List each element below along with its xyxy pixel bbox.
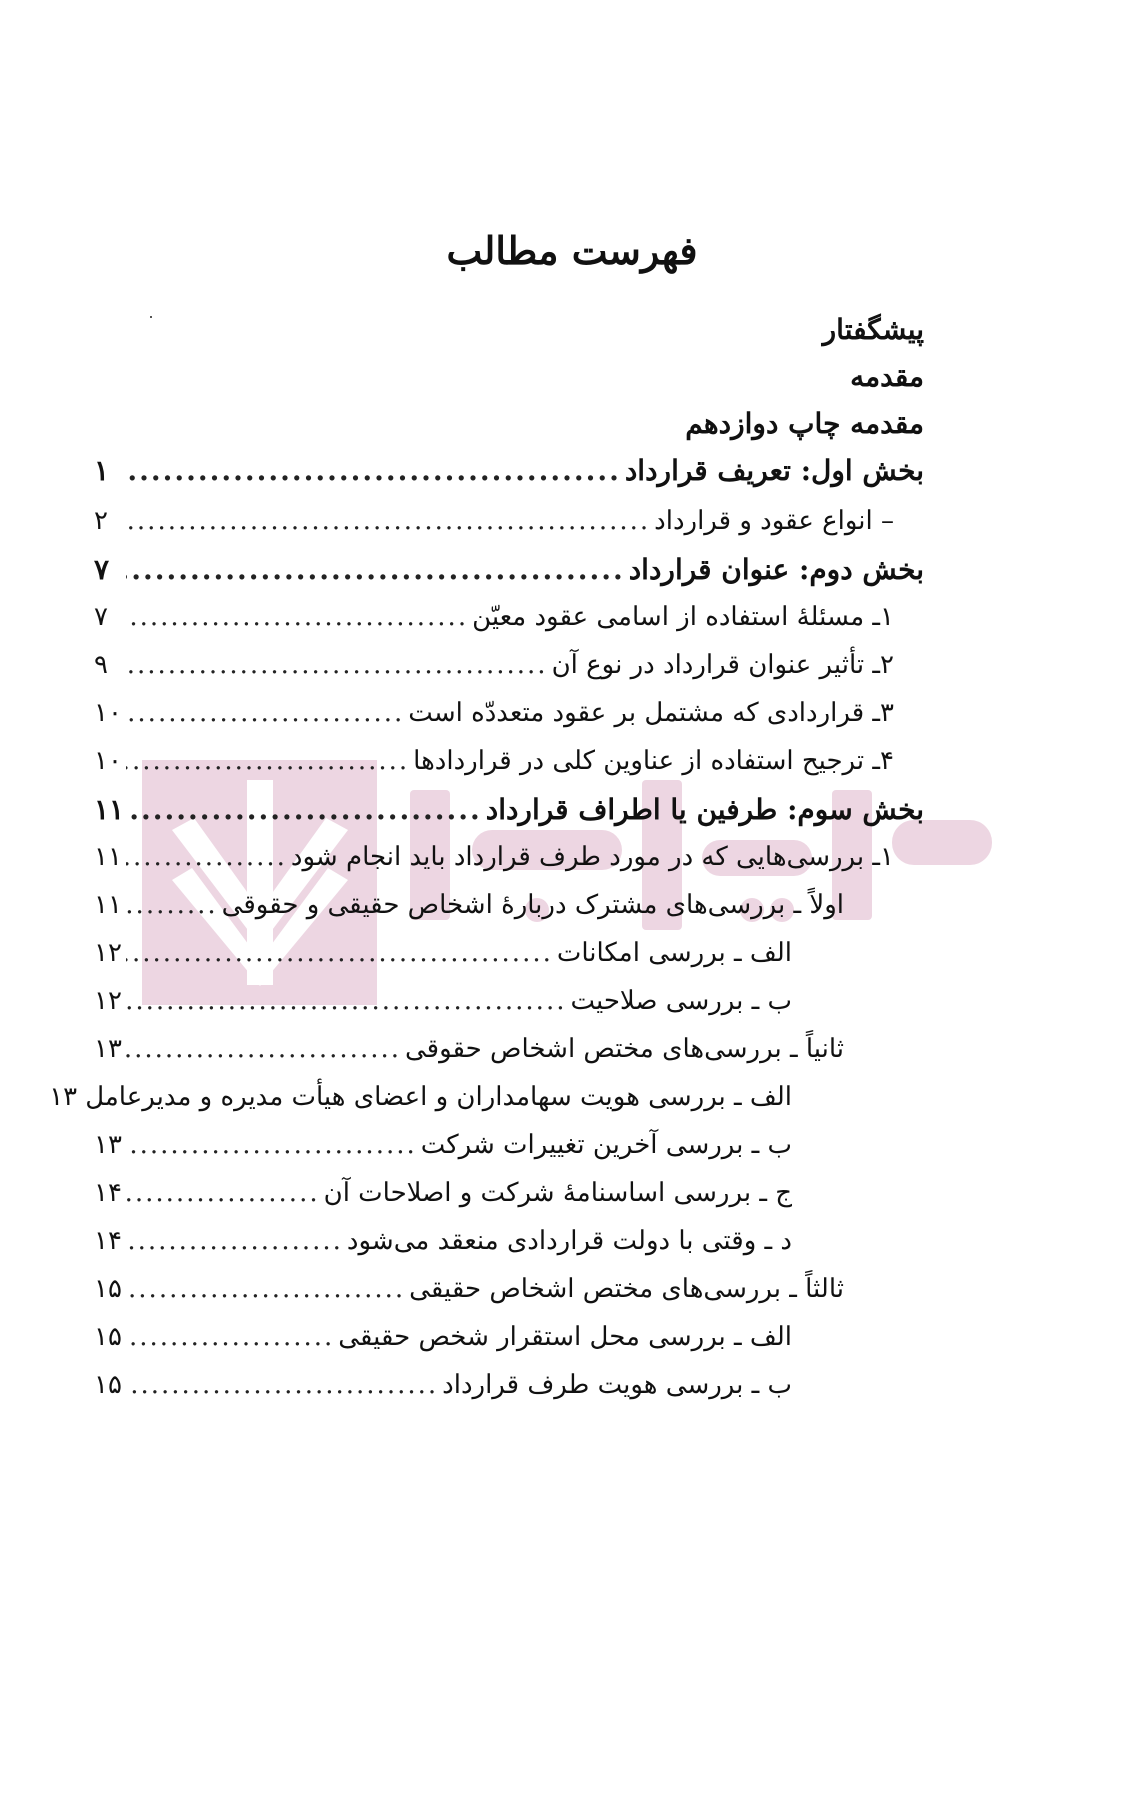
- toc-entry-text: ثانیاً ـ بررسی‌های مختص اشخاص حقوقی: [405, 1034, 844, 1064]
- toc-entry-text: ب ـ بررسی آخرین تغییرات شرکت: [420, 1130, 792, 1160]
- toc-entry[interactable]: [94, 830, 894, 884]
- toc-entry-page: ۱۲: [94, 986, 122, 1016]
- toc-entry-text: ب ـ بررسی صلاحیت: [570, 986, 792, 1016]
- toc-entry-text: ۲ـ تأثیر عنوان قرارداد در نوع آن: [551, 650, 894, 680]
- toc-entry-text: اولاً ـ بررسی‌های مشترک دربارهٔ اشخاص حقیقی و حقوقی: [221, 890, 844, 920]
- toc-entry-page: ۱۵: [94, 1274, 122, 1304]
- toc-entry[interactable]: [94, 349, 924, 403]
- toc-entry[interactable]: [94, 878, 844, 932]
- toc-entry-page: ۲: [94, 506, 108, 536]
- toc-entry-text: – انواع عقود و قرارداد: [654, 506, 894, 536]
- toc-entry-page: ۱۴: [94, 1178, 122, 1208]
- toc-entry-page: ۱۲: [94, 938, 122, 968]
- toc-entry[interactable]: [94, 494, 894, 548]
- toc-entry-page: ۱۱: [94, 890, 122, 920]
- toc-entry[interactable]: [94, 974, 792, 1028]
- toc-entry-page: ۱۱: [94, 842, 122, 872]
- toc-entry-text: الف ـ بررسی محل استقرار شخص حقیقی: [338, 1322, 792, 1352]
- toc-entry[interactable]: [94, 590, 894, 644]
- toc-entry-page: ۷: [94, 602, 108, 632]
- toc-entry-page: ۱۵: [94, 1370, 122, 1400]
- toc-entry[interactable]: [94, 638, 894, 692]
- toc-entry[interactable]: [94, 1118, 792, 1172]
- dot-leader: [126, 650, 548, 680]
- toc-entry-page: ۷: [94, 552, 110, 586]
- toc-entry[interactable]: [94, 782, 924, 836]
- dot-leader: [126, 602, 468, 632]
- page-title: فهرست مطالب: [446, 228, 698, 273]
- toc-entry-page: ۱۰: [94, 746, 122, 776]
- toc-entry-text: بخش دوم: عنوان قرارداد: [628, 552, 924, 586]
- toc-entry-text: مقدمه چاپ دوازدهم: [685, 406, 924, 440]
- toc-entry-text: د ـ وقتی با دولت قراردادی منعقد می‌شود: [346, 1226, 792, 1256]
- dot-leader: [126, 1322, 334, 1352]
- toc-entry-page: ۱۴: [94, 1226, 122, 1256]
- toc-entry-page: ۱۳: [94, 1130, 122, 1160]
- dot-leader: [126, 698, 404, 728]
- toc-entry[interactable]: [49, 1070, 792, 1124]
- dot-leader: [126, 1178, 320, 1208]
- toc-entry-page: ۹: [94, 650, 108, 680]
- dot-leader: [128, 793, 482, 826]
- dot-leader: [126, 506, 650, 536]
- toc-entry[interactable]: [94, 443, 924, 497]
- dot-leader: [126, 1130, 417, 1160]
- toc-entry-page: ۱۳: [49, 1082, 78, 1112]
- toc-entry[interactable]: [94, 1310, 792, 1364]
- dot-leader: [126, 1226, 343, 1256]
- toc-entry-text: مقدمه: [850, 359, 924, 393]
- toc-entry-page: ۱: [94, 453, 110, 487]
- toc-entry-page: ۱۳: [94, 1034, 122, 1064]
- dot-leader: [126, 454, 621, 487]
- dot-leader: [126, 553, 625, 586]
- toc-entry[interactable]: [94, 302, 924, 356]
- dot-leader: [126, 938, 553, 968]
- dot-leader: [126, 1274, 405, 1304]
- toc-entry[interactable]: [94, 1358, 792, 1412]
- toc-entry-text: بخش سوم: طرفین یا اطراف قرارداد: [485, 792, 924, 826]
- dot-leader: [126, 1034, 401, 1064]
- toc-entry[interactable]: [94, 926, 792, 980]
- toc-entry[interactable]: [94, 1262, 844, 1316]
- toc-entry-text: ۱ـ بررسی‌هایی که در مورد طرف قرارداد باید انجام شود: [290, 842, 894, 872]
- toc-entry-page: ۱۵: [94, 1322, 122, 1352]
- toc-entry-text: الف ـ بررسی هویت سهامداران و اعضای هیأت مدیره و مدیرعامل: [85, 1082, 792, 1112]
- toc-entry[interactable]: [94, 1022, 844, 1076]
- toc-entry-page: ۱۰: [94, 698, 122, 728]
- toc-entry-page: ۱۱: [94, 792, 125, 826]
- toc-entry[interactable]: [94, 686, 894, 740]
- toc-entry[interactable]: [94, 542, 924, 596]
- toc-entry-text: پیشگفتار: [822, 312, 924, 346]
- toc-entry[interactable]: [94, 1214, 792, 1268]
- toc-entry-text: ج ـ بررسی اساسنامهٔ شرکت و اصلاحات آن: [323, 1178, 792, 1208]
- dot-leader: [126, 986, 566, 1016]
- toc-entry-text: ۳ـ قراردادی که مشتمل بر عقود متعددّه است: [408, 698, 894, 728]
- toc-entry[interactable]: [94, 1166, 792, 1220]
- toc-entry-text: ۱ـ مسئلهٔ استفاده از اسامی عقود معیّن: [472, 602, 894, 632]
- toc-entry-text: ب ـ بررسی هویت طرف قرارداد: [442, 1370, 792, 1400]
- toc-entry-text: بخش اول: تعریف قرارداد: [624, 453, 924, 487]
- dot-leader: [126, 842, 287, 872]
- toc-entry-text: الف ـ بررسی امکانات: [556, 938, 792, 968]
- dot-leader: [126, 1370, 438, 1400]
- toc-entry-text: ۴ـ ترجیح استفاده از عناوین کلی در قراردادها: [413, 746, 894, 776]
- toc-entry[interactable]: [94, 396, 924, 450]
- toc-entry-text: ثالثاً ـ بررسی‌های مختص اشخاص حقیقی: [409, 1274, 844, 1304]
- dot-leader: [126, 890, 218, 920]
- dot-leader: [126, 746, 409, 776]
- toc-entry[interactable]: [94, 734, 894, 788]
